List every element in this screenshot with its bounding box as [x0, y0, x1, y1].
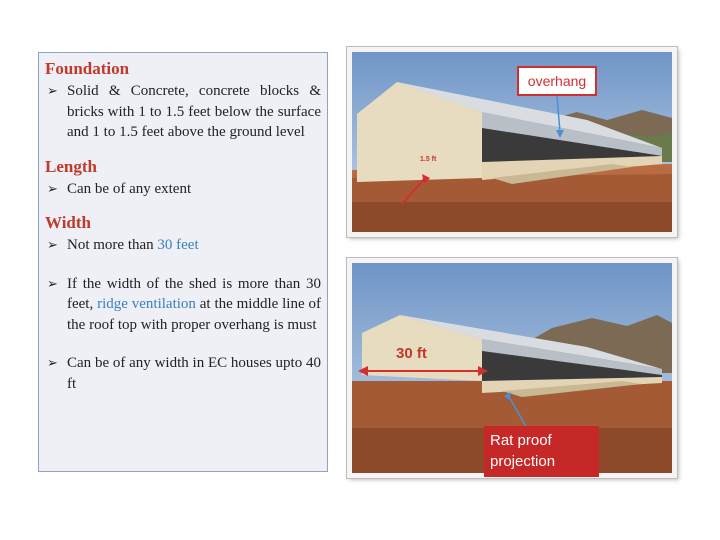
width-text-3: Can be of any width in EC houses upto 40 ft: [67, 355, 321, 392]
width-label: 30 ft: [396, 345, 427, 362]
foundation-bullet: [45, 81, 321, 143]
width-text-1-pre: Not more than: [67, 237, 158, 253]
width-bullet-1: [45, 235, 321, 256]
arrow-bullet-icon: ➢: [47, 180, 58, 196]
width-text-2-pre: If the width of the shed is more than 30 feet,: [67, 275, 321, 312]
shed-photo-top: [347, 47, 677, 237]
width-bullet-2: [45, 274, 321, 336]
width-text-2-post: at the middle line of the roof top with proper overhang is must: [67, 296, 321, 333]
width-text-2: [67, 274, 321, 336]
foundation-text: Solid & Concrete, concrete blocks & bricks with 1 to 1.5 feet below the surface and 1 to 1.5 feet above the ground level: [67, 83, 321, 140]
height-label: 1.5 ft: [420, 156, 437, 163]
arrow-bullet-icon: ➢: [47, 275, 58, 291]
arrow-bullet-icon: ➢: [47, 355, 58, 370]
overhang-label: overhang: [517, 66, 597, 96]
length-text: Can be of any extent: [67, 180, 192, 197]
width-text-1: [67, 235, 321, 256]
text-panel: [38, 52, 328, 472]
shed-illustration-top: [352, 52, 672, 232]
width-highlight-30ft: 30 feet: [157, 237, 199, 253]
ridge-ventilation-highlight: ridge ventilation: [97, 296, 196, 312]
width-heading: Width: [45, 213, 91, 232]
arrow-bullet-icon: ➢: [47, 237, 58, 252]
length-bullet: [45, 179, 321, 200]
length-heading: Length: [45, 156, 97, 176]
width-bullet-3: [45, 353, 321, 394]
rat-proof-projection-label: Rat proof projection: [484, 426, 599, 477]
arrow-bullet-icon: ➢: [47, 83, 58, 98]
foundation-heading: Foundation: [45, 59, 130, 78]
